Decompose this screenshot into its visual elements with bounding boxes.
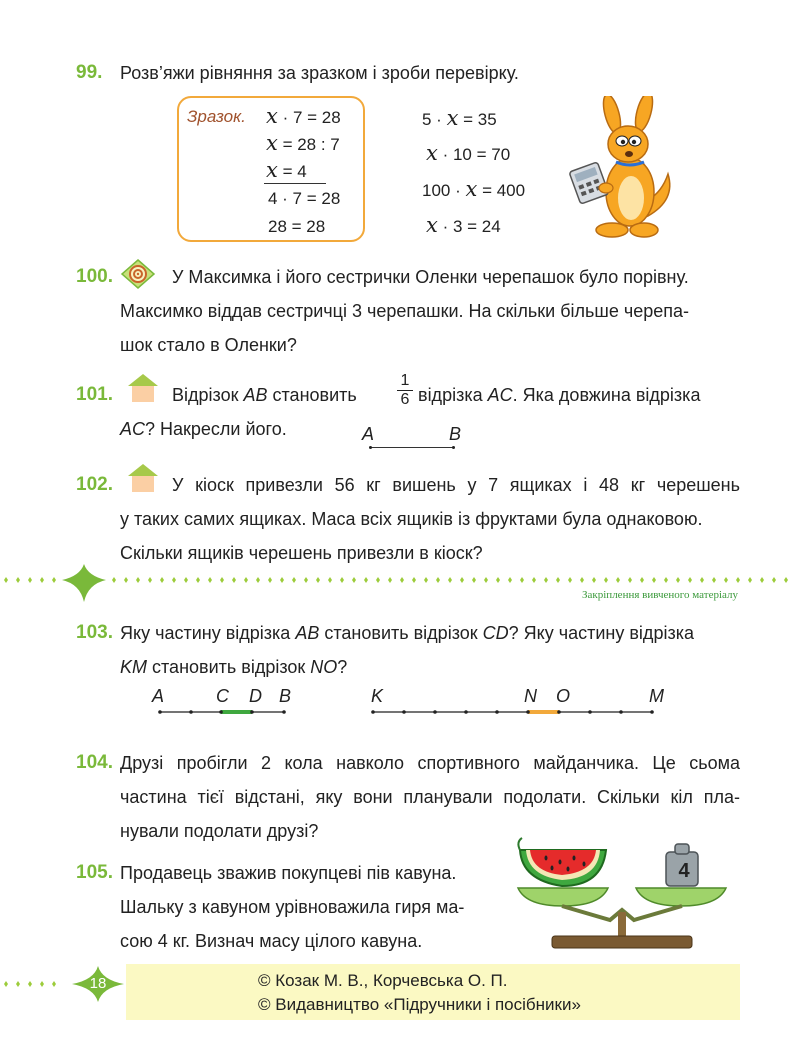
task-number-105: 105. <box>76 862 113 883</box>
segment-ab-end-a <box>369 446 372 449</box>
weight-label: 4 <box>678 860 690 882</box>
task-number-104: 104. <box>76 752 113 773</box>
scale-illustration <box>512 828 734 954</box>
variable-x: x <box>266 158 278 182</box>
sample-line-3-rest: = 4 <box>282 162 307 181</box>
fraction-denominator: 6 <box>400 391 410 408</box>
task-103-part-1: Яку частину відрізка <box>120 623 291 643</box>
task-number-99: 99. <box>76 62 103 83</box>
equation-4 <box>426 213 501 237</box>
task-103-part-5: ? <box>337 657 348 677</box>
section-title: Закріплення вивченого матеріалу <box>582 589 738 601</box>
sample-line-1 <box>266 104 341 128</box>
task-102-line-2: у таких самих ящиках. Маса всіх ящиків із фруктами була однаковою. <box>120 509 703 529</box>
variable-x: x <box>465 177 478 201</box>
point-b-label: B <box>279 686 292 706</box>
task-102-line-3: Скільки ящиків черешень привезли в кіоск? <box>120 543 483 563</box>
segment-ab-label: AB <box>295 623 320 643</box>
variable-x: x <box>266 104 278 128</box>
task-101-line-1 <box>172 378 357 412</box>
equation-3 <box>422 177 525 201</box>
point-n-label: N <box>524 686 537 706</box>
variable-x: x <box>426 141 438 165</box>
sample-line-4: 4 · 7 = 28 <box>268 189 341 208</box>
sample-line-3 <box>266 158 307 182</box>
segment-km-label: KM <box>120 657 147 677</box>
point-o-label: O <box>556 686 571 706</box>
sample-line-2 <box>266 131 340 155</box>
segment-point-a: A <box>362 424 375 444</box>
segment-ac-label: AC <box>120 419 146 439</box>
task-99-text: Розв’яжи рівняння за зразком і зроби перевірку. <box>120 63 519 83</box>
equation-1-left: 5 · <box>422 110 442 129</box>
variable-x: x <box>446 106 459 130</box>
segment-no-label: NO <box>310 657 338 677</box>
segment-ab-label: AB <box>243 385 268 405</box>
segment-ab-end-b <box>452 446 455 449</box>
equation-3-right: = 400 <box>482 181 526 200</box>
copyright-line-2: © Видавництво «Підручники і посібники» <box>258 995 581 1014</box>
equation-3-left: 100 · <box>422 181 461 200</box>
point-c-label: C <box>216 686 229 706</box>
copyright-line-1: © Козак М. В., Корчевська О. П. <box>258 971 508 990</box>
task-102-line-1: У кіоск привезли 56 кг вишень у 7 ящиках і 48 кг черешень <box>172 475 740 495</box>
variable-x: x <box>266 131 278 155</box>
task-103-part-4: становить відрізок <box>152 657 306 677</box>
task-101-part-3: відрізка <box>418 385 483 405</box>
sample-divider <box>264 183 326 184</box>
task-105-line-3: сою 4 кг. Визнач масу цілого кавуна. <box>120 931 423 951</box>
equation-1 <box>422 106 497 130</box>
task-number-102: 102. <box>76 474 113 495</box>
segment-ab-line <box>371 447 454 448</box>
task-number-100: 100. <box>76 266 113 287</box>
point-m-label: M <box>649 686 664 706</box>
sample-line-2-rest: = 28 : 7 <box>282 135 340 154</box>
task-100-line-1: У Максимка і його сестрички Оленки черепашок було порівну. <box>172 267 689 287</box>
task-104-line-1: Друзі пробігли 2 кола навколо спортивного майданчика. Це сьома <box>120 753 740 773</box>
task-number-101: 101. <box>76 384 113 405</box>
variable-x: x <box>426 213 438 237</box>
target-icon <box>120 258 156 290</box>
kangaroo-illustration <box>568 96 678 242</box>
fraction-numerator: 1 <box>400 372 410 389</box>
task-103-part-3: ? Яку частину відрізка <box>508 623 694 643</box>
segment-km-with-no <box>368 705 668 719</box>
segment-ab-with-cd <box>150 705 300 719</box>
task-number-103: 103. <box>76 622 113 643</box>
task-104-line-2: частина тієї відстані, яку вони планували подолати. Скільки кіл пла- <box>120 787 740 807</box>
task-100-line-2: Максимко віддав сестричці 3 черепашки. На скільки більше черепа- <box>120 301 690 321</box>
equation-4-right: · 3 = 24 <box>442 217 501 236</box>
task-105-line-1: Продавець зважив покупцеві пів кавуна. <box>120 863 457 883</box>
sample-label: Зразок. <box>187 107 246 126</box>
segment-point-b: B <box>449 424 462 444</box>
task-103-part-2: становить відрізок <box>324 623 478 643</box>
task-101-part-4: . Яка довжина відрізка <box>512 385 701 405</box>
house-icon <box>126 372 160 404</box>
point-d-label: D <box>249 686 262 706</box>
task-101-part-1: Відрізок <box>172 385 239 405</box>
task-101-part-5: ? Накресли його. <box>145 419 287 439</box>
task-100-line-3: шок стало в Оленки? <box>120 335 297 355</box>
page-number: 18 <box>89 975 107 992</box>
task-104-line-3: нували подолати друзі? <box>120 821 319 841</box>
house-icon <box>126 462 160 494</box>
segment-ac-label: AC <box>487 385 513 405</box>
task-101-line-2 <box>120 412 287 446</box>
sample-line-5: 28 = 28 <box>268 217 326 236</box>
segment-cd-label: CD <box>482 623 509 643</box>
task-101-part-2: становить <box>272 385 357 405</box>
task-101-line-1-end <box>418 378 700 412</box>
equation-2 <box>426 141 510 165</box>
task-103-line-2 <box>120 650 347 684</box>
equation-2-right: · 10 = 70 <box>442 145 511 164</box>
equation-1-right: = 35 <box>463 110 497 129</box>
point-k-label: K <box>371 686 384 706</box>
task-105-line-2: Шальку з кавуном урівноважила гиря ма- <box>120 897 465 917</box>
task-103-line-1 <box>120 616 694 650</box>
sample-line-1-rest: · 7 = 28 <box>282 108 341 127</box>
point-a-label: A <box>152 686 165 706</box>
fraction-one-sixth <box>397 372 413 409</box>
